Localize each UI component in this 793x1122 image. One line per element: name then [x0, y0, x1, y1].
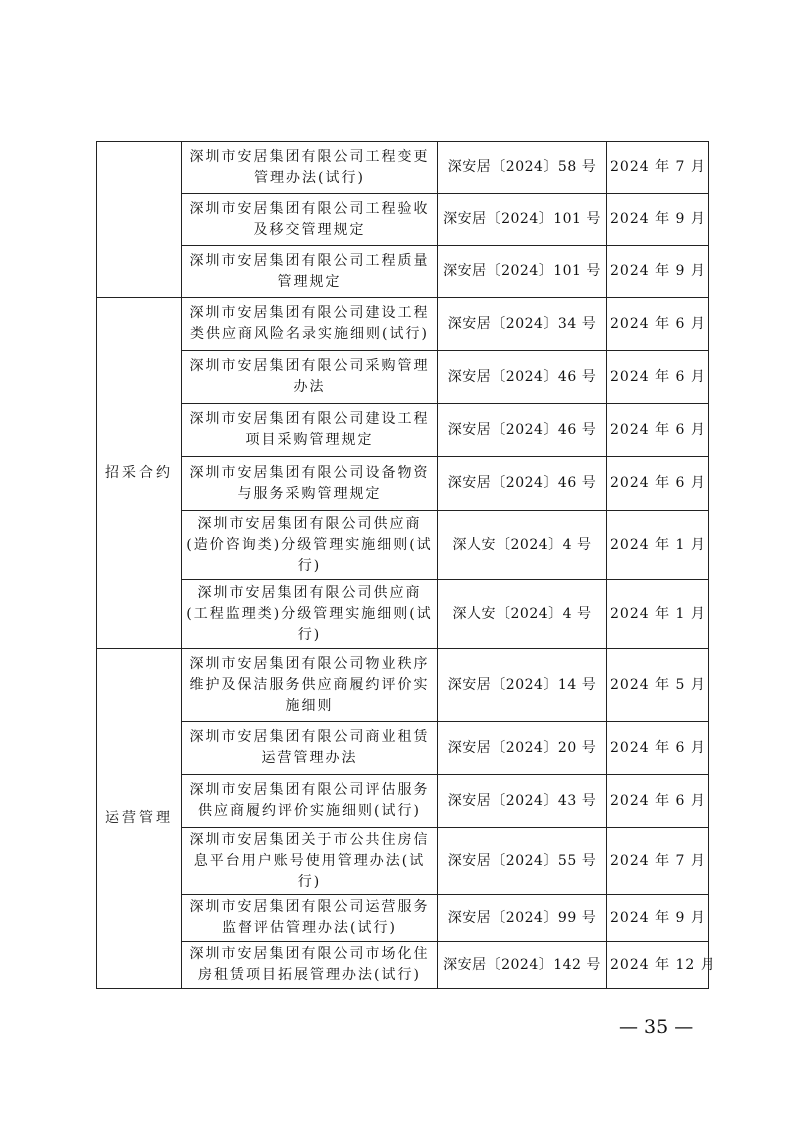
table-row	[97, 351, 709, 404]
table-row	[97, 194, 709, 246]
category-cell	[97, 142, 182, 298]
regulation-name: 深圳市安居集团有限公司供应商(工程监理类)分级管理实施细则(试行)	[182, 580, 438, 649]
issue-date: 2024 年 9 月	[607, 246, 709, 298]
table-row	[97, 298, 709, 351]
document-number: 深安居〔2024〕55 号	[438, 828, 607, 895]
table-row	[97, 511, 709, 580]
table-row	[97, 246, 709, 298]
document-number: 深安居〔2024〕101 号	[438, 246, 607, 298]
category-cell: 招采合约	[97, 298, 182, 649]
category-cell: 运营管理	[97, 649, 182, 989]
table-row	[97, 580, 709, 649]
issue-date: 2024 年 6 月	[607, 722, 709, 775]
page-number: — 35 —	[619, 1016, 694, 1038]
table-row	[97, 828, 709, 895]
table-row	[97, 142, 709, 194]
regulation-name: 深圳市安居集团有限公司供应商(造价咨询类)分级管理实施细则(试行)	[182, 511, 438, 580]
document-number: 深人安〔2024〕4 号	[438, 580, 607, 649]
regulation-name: 深圳市安居集团关于市公共住房信息平台用户账号使用管理办法(试行)	[182, 828, 438, 895]
document-number: 深安居〔2024〕46 号	[438, 351, 607, 404]
document-number: 深安居〔2024〕43 号	[438, 775, 607, 828]
issue-date: 2024 年 1 月	[607, 511, 709, 580]
table-row	[97, 895, 709, 942]
regulation-name: 深圳市安居集团有限公司物业秩序维护及保洁服务供应商履约评价实施细则	[182, 649, 438, 722]
issue-date: 2024 年 6 月	[607, 404, 709, 457]
document-number: 深人安〔2024〕4 号	[438, 511, 607, 580]
issue-date: 2024 年 12 月	[607, 942, 709, 989]
table-row	[97, 457, 709, 511]
issue-date: 2024 年 6 月	[607, 351, 709, 404]
issue-date: 2024 年 6 月	[607, 457, 709, 511]
document-number: 深安居〔2024〕58 号	[438, 142, 607, 194]
issue-date: 2024 年 5 月	[607, 649, 709, 722]
issue-date: 2024 年 7 月	[607, 828, 709, 895]
table-row	[97, 722, 709, 775]
document-number: 深安居〔2024〕20 号	[438, 722, 607, 775]
regulation-name: 深圳市安居集团有限公司评估服务供应商履约评价实施细则(试行)	[182, 775, 438, 828]
regulation-name: 深圳市安居集团有限公司建设工程类供应商风险名录实施细则(试行)	[182, 298, 438, 351]
document-number: 深安居〔2024〕99 号	[438, 895, 607, 942]
regulation-name: 深圳市安居集团有限公司工程变更管理办法(试行)	[182, 142, 438, 194]
document-number: 深安居〔2024〕14 号	[438, 649, 607, 722]
regulation-name: 深圳市安居集团有限公司运营服务监督评估管理办法(试行)	[182, 895, 438, 942]
issue-date: 2024 年 6 月	[607, 298, 709, 351]
table-row	[97, 942, 709, 989]
regulation-name: 深圳市安居集团有限公司商业租赁运营管理办法	[182, 722, 438, 775]
issue-date: 2024 年 6 月	[607, 775, 709, 828]
regulation-name: 深圳市安居集团有限公司工程质量管理规定	[182, 246, 438, 298]
regulations-table	[96, 141, 716, 989]
document-number: 深安居〔2024〕34 号	[438, 298, 607, 351]
issue-date: 2024 年 7 月	[607, 142, 709, 194]
issue-date: 2024 年 9 月	[607, 194, 709, 246]
document-number: 深安居〔2024〕46 号	[438, 457, 607, 511]
table-row	[97, 775, 709, 828]
document-number: 深安居〔2024〕101 号	[438, 194, 607, 246]
table-row	[97, 404, 709, 457]
regulation-name: 深圳市安居集团有限公司采购管理办法	[182, 351, 438, 404]
document-number: 深安居〔2024〕142 号	[438, 942, 607, 989]
issue-date: 2024 年 9 月	[607, 895, 709, 942]
issue-date: 2024 年 1 月	[607, 580, 709, 649]
document-number: 深安居〔2024〕46 号	[438, 404, 607, 457]
table-row	[97, 649, 709, 722]
regulation-name: 深圳市安居集团有限公司建设工程项目采购管理规定	[182, 404, 438, 457]
regulation-name: 深圳市安居集团有限公司工程验收及移交管理规定	[182, 194, 438, 246]
regulation-name: 深圳市安居集团有限公司设备物资与服务采购管理规定	[182, 457, 438, 511]
regulation-name: 深圳市安居集团有限公司市场化住房租赁项目拓展管理办法(试行)	[182, 942, 438, 989]
